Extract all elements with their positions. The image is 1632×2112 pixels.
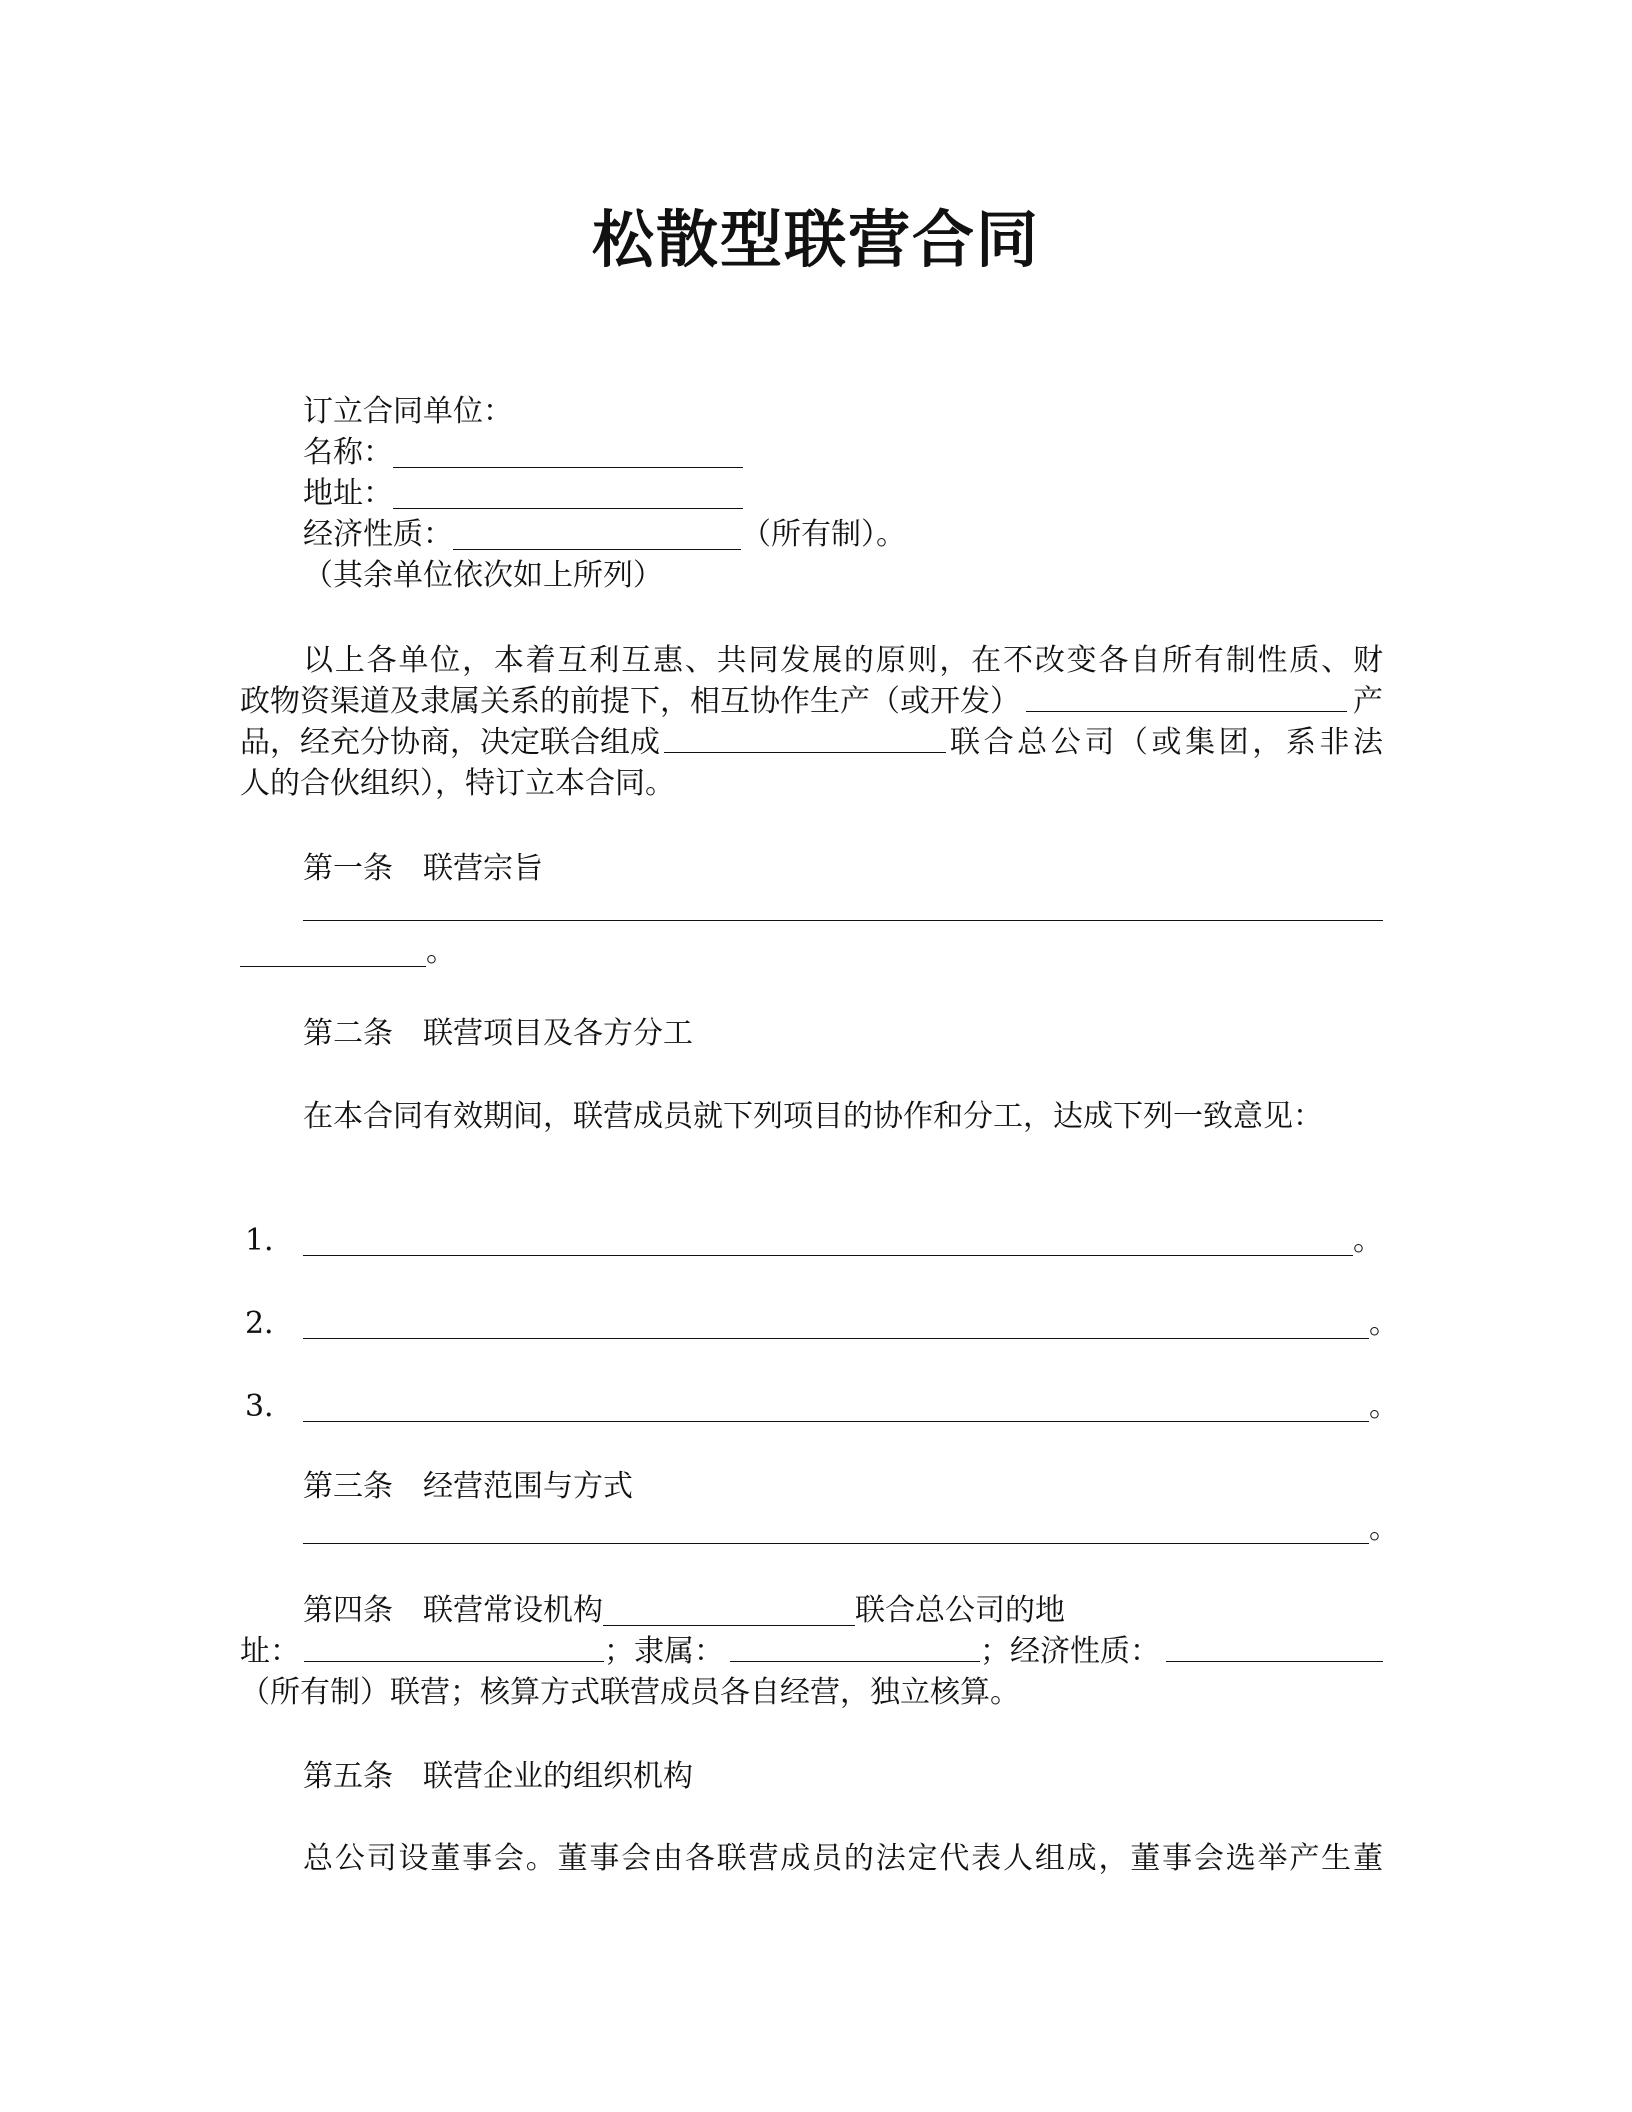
article-3-blank[interactable] bbox=[303, 1513, 1369, 1544]
party-address-label: 地址： bbox=[303, 476, 393, 511]
preamble-line-3-end: 联合总公司（或集团，系非法 bbox=[950, 725, 1383, 760]
party-name-line bbox=[303, 432, 743, 474]
item-3-number: 3． bbox=[245, 1389, 295, 1424]
hq-address-blank[interactable] bbox=[304, 1631, 604, 1662]
article-2-item-1 bbox=[245, 1220, 1383, 1262]
preamble-line-1: 以上各单位，本着互利互惠、共同发展的原则，在不改变各自所有制性质、财 bbox=[303, 643, 1383, 678]
article-2-item-3 bbox=[245, 1386, 1399, 1428]
article-4-line-1-end: 联合总公司的地 bbox=[855, 1593, 1065, 1628]
party-name-blank[interactable] bbox=[393, 437, 743, 468]
article-3-line bbox=[303, 1508, 1399, 1550]
preamble-line-3 bbox=[240, 722, 1383, 764]
article-5-line-1: 总公司设董事会。董事会由各联营成员的法定代表人组成，董事会选举产生董 bbox=[303, 1841, 1383, 1876]
party-nature-blank[interactable] bbox=[453, 519, 741, 550]
article-3-heading: 第三条 经营范围与方式 bbox=[303, 1469, 633, 1504]
hq-address-label: 址： bbox=[240, 1634, 300, 1669]
article-1-heading: 第一条 联营宗旨 bbox=[303, 851, 543, 886]
product-blank[interactable] bbox=[1026, 681, 1347, 712]
hq-name-blank[interactable] bbox=[603, 1595, 855, 1626]
hq-affiliation-blank[interactable] bbox=[730, 1631, 980, 1662]
preamble-line-2 bbox=[240, 681, 1383, 723]
item-1-number: 1． bbox=[245, 1223, 295, 1258]
item-2-end: 。 bbox=[1369, 1306, 1399, 1341]
party-address-line bbox=[303, 473, 743, 515]
party-name-label: 名称： bbox=[303, 435, 393, 470]
article-1-blank-line-2[interactable] bbox=[240, 936, 426, 967]
article-2-heading: 第二条 联营项目及各方分工 bbox=[303, 1016, 693, 1051]
party-nature-suffix: （所有制）。 bbox=[741, 517, 906, 552]
parties-heading: 订立合同单位： bbox=[303, 394, 513, 429]
item-1-blank[interactable] bbox=[303, 1225, 1353, 1256]
item-1-end: 。 bbox=[1353, 1223, 1383, 1258]
hq-nature-blank[interactable] bbox=[1166, 1631, 1383, 1662]
item-2-number: 2． bbox=[245, 1306, 295, 1341]
article-1-blank-line-1[interactable] bbox=[303, 920, 1383, 921]
preamble-line-2-end: 产 bbox=[1353, 684, 1383, 719]
article-4-heading: 第四条 联营常设机构 bbox=[303, 1593, 603, 1628]
party-nature-label: 经济性质： bbox=[303, 517, 453, 552]
item-3-blank[interactable] bbox=[303, 1391, 1369, 1422]
preamble-line-3-text: 品，经充分协商，决定联合组成 bbox=[240, 725, 660, 760]
article-5-heading: 第五条 联营企业的组织机构 bbox=[303, 1759, 693, 1794]
party-nature-line bbox=[303, 514, 906, 556]
item-3-end: 。 bbox=[1369, 1389, 1399, 1424]
preamble-line-4: 人的合伙组织），特订立本合同。 bbox=[240, 766, 675, 801]
article-3-end: 。 bbox=[1369, 1511, 1399, 1546]
party-address-blank[interactable] bbox=[393, 478, 743, 509]
hq-nature-label: ；经济性质： bbox=[980, 1634, 1160, 1669]
article-1-end: 。 bbox=[426, 934, 456, 969]
hq-affiliation-label: ；隶属： bbox=[604, 1634, 724, 1669]
article-4-line-3: （所有制）联营；核算方式联营成员各自经营，独立核算。 bbox=[240, 1675, 1020, 1710]
preamble-line-2-text: 政物资渠道及隶属关系的前提下，相互协作生产（或开发） bbox=[240, 684, 1020, 719]
article-4-line-1 bbox=[303, 1590, 1065, 1632]
document-title: 松散型联营合同 bbox=[591, 203, 1040, 276]
item-2-blank[interactable] bbox=[303, 1308, 1369, 1339]
article-2-item-2 bbox=[245, 1303, 1399, 1345]
article-2-intro: 在本合同有效期间，联营成员就下列项目的协作和分工，达成下列一致意见： bbox=[303, 1099, 1323, 1134]
article-1-line-2 bbox=[240, 931, 456, 973]
parties-note: （其余单位依次如上所列） bbox=[303, 558, 663, 593]
company-name-blank[interactable] bbox=[664, 722, 946, 753]
article-4-line-2 bbox=[240, 1631, 1383, 1673]
